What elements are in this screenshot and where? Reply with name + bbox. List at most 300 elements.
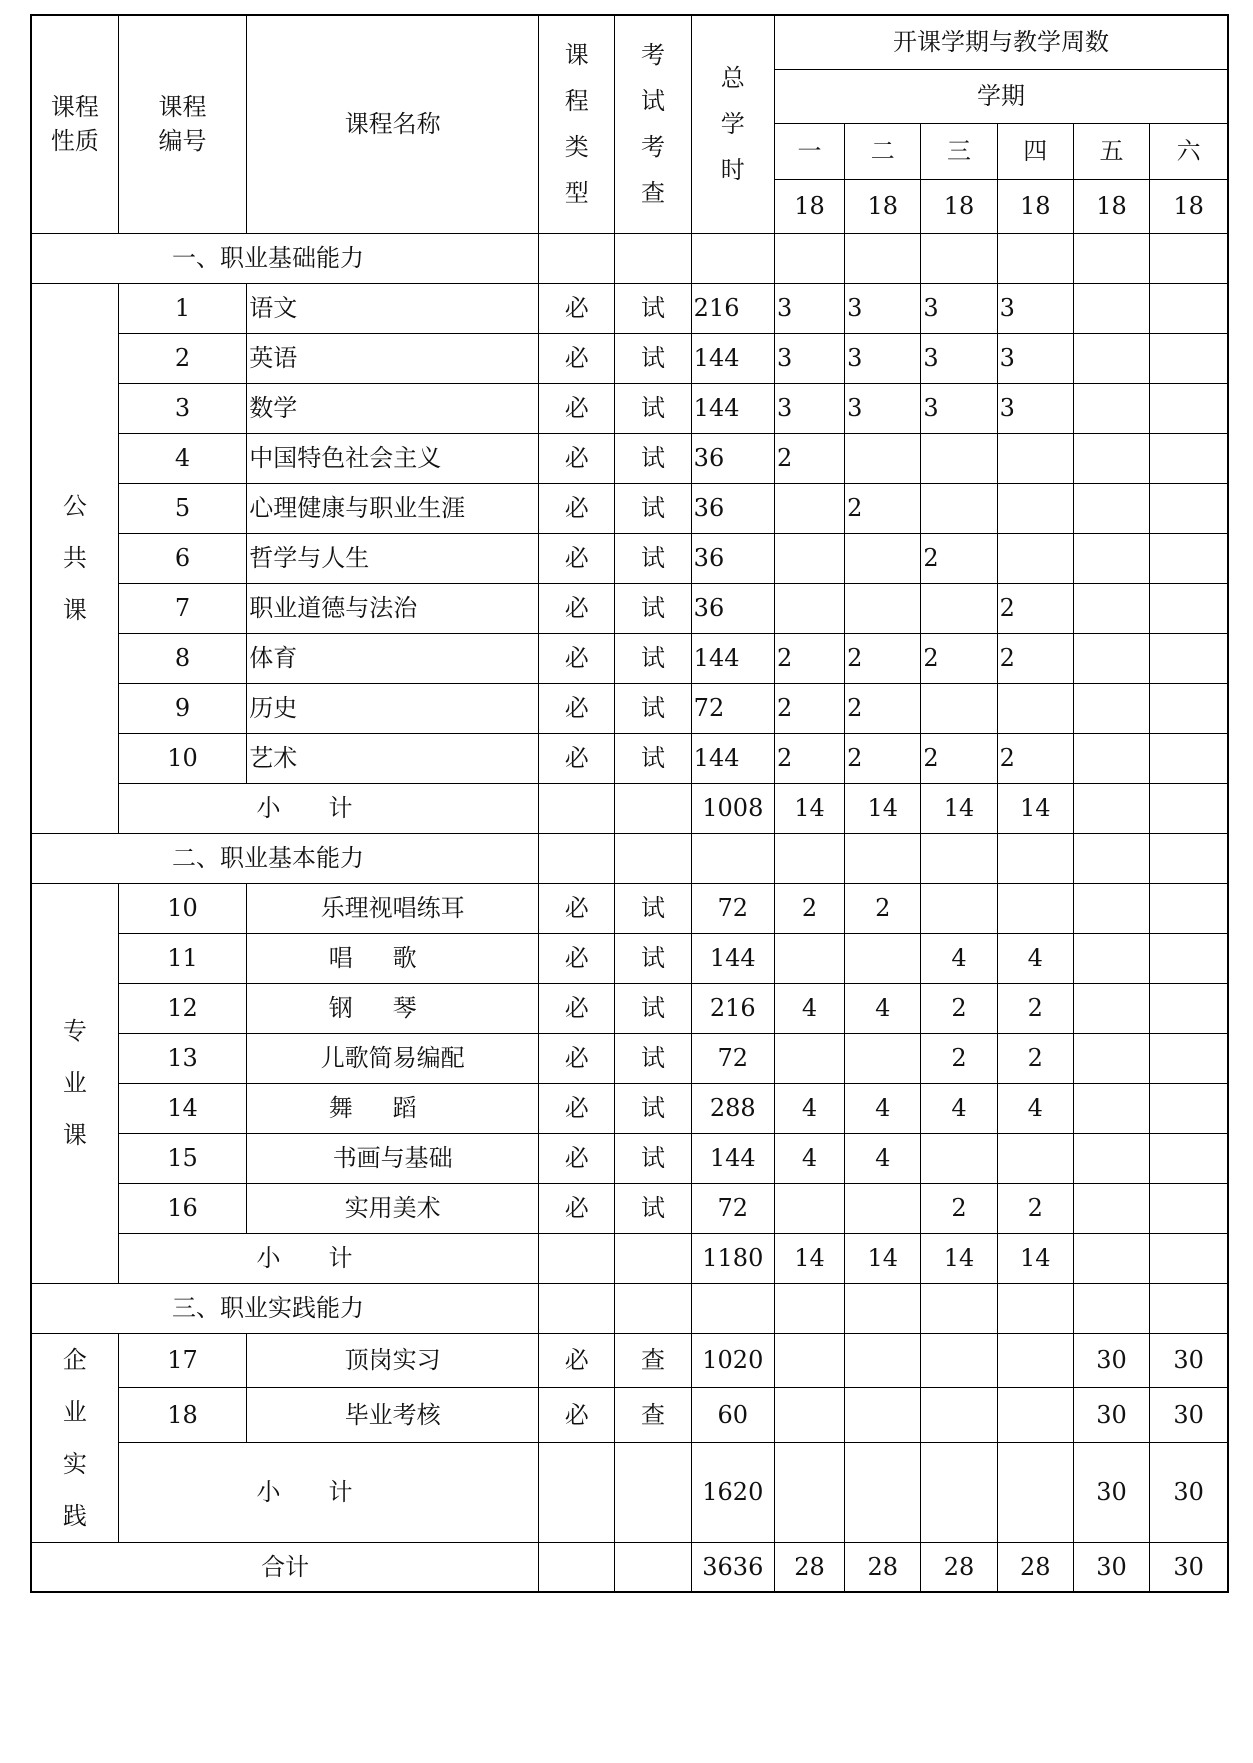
course-row <box>31 383 1228 433</box>
semester-hours-cell: 4 <box>921 1083 997 1133</box>
header-schedule-title: 开课学期与教学周数 <box>774 15 1228 69</box>
semester-hours-cell: 3 <box>774 383 844 433</box>
header-semester-4: 四 <box>997 123 1073 179</box>
semester-hours-cell <box>774 933 844 983</box>
semester-hours-cell <box>1073 783 1149 833</box>
header-weeks-6: 18 <box>1150 179 1228 233</box>
empty-cell <box>691 233 774 283</box>
semester-hours-cell <box>1073 1133 1149 1183</box>
exam-type: 试 <box>615 1183 691 1233</box>
semester-hours-cell <box>1150 933 1228 983</box>
semester-hours-cell <box>1073 733 1149 783</box>
grand-total-row <box>31 1542 1228 1592</box>
total-hours: 60 <box>691 1388 774 1443</box>
course-nature-label: 企 业 实 践 <box>62 1345 87 1530</box>
course-name: 钢琴 <box>247 983 539 1033</box>
course-type: 必 <box>539 683 615 733</box>
course-row <box>31 533 1228 583</box>
semester-hours-cell <box>997 883 1073 933</box>
semester-hours-cell: 30 <box>1073 1333 1149 1388</box>
course-name: 唱歌 <box>247 933 539 983</box>
empty-cell <box>921 833 997 883</box>
empty-cell <box>997 233 1073 283</box>
course-name: 毕业考核 <box>247 1388 539 1443</box>
course-name: 书画与基础 <box>247 1133 539 1183</box>
course-name: 顶岗实习 <box>247 1333 539 1388</box>
empty-cell <box>539 1542 615 1592</box>
course-row <box>31 1388 1228 1443</box>
empty-cell <box>615 833 691 883</box>
exam-type: 查 <box>615 1333 691 1388</box>
course-type: 必 <box>539 533 615 583</box>
section-title: 三、职业实践能力 <box>31 1283 539 1333</box>
semester-hours-cell <box>921 883 997 933</box>
exam-type: 试 <box>615 583 691 633</box>
exam-type: 试 <box>615 333 691 383</box>
empty-cell <box>615 233 691 283</box>
total-hours: 144 <box>691 1133 774 1183</box>
course-number: 6 <box>118 533 246 583</box>
empty-cell <box>845 833 921 883</box>
exam-type: 试 <box>615 683 691 733</box>
course-row <box>31 283 1228 333</box>
course-row <box>31 1183 1228 1233</box>
semester-hours-cell <box>1150 583 1228 633</box>
semester-hours-cell: 3 <box>997 383 1073 433</box>
header-weeks-2: 18 <box>845 179 921 233</box>
course-row <box>31 1033 1228 1083</box>
semester-hours-cell <box>997 483 1073 533</box>
semester-hours-cell <box>1150 683 1228 733</box>
semester-hours-cell: 14 <box>997 783 1073 833</box>
semester-hours-cell <box>1150 733 1228 783</box>
header-weeks-3: 18 <box>921 179 997 233</box>
empty-cell <box>615 1442 691 1542</box>
course-name: 数学 <box>247 383 539 433</box>
course-type: 必 <box>539 633 615 683</box>
course-type: 必 <box>539 433 615 483</box>
total-hours: 144 <box>691 633 774 683</box>
header-course-number: 课程 编号 <box>118 15 246 233</box>
empty-cell <box>774 233 844 283</box>
subtotal-row <box>31 783 1228 833</box>
course-name: 实用美术 <box>247 1183 539 1233</box>
exam-type: 试 <box>615 383 691 433</box>
semester-hours-cell <box>921 1333 997 1388</box>
semester-hours-cell: 2 <box>774 433 844 483</box>
exam-type: 试 <box>615 533 691 583</box>
semester-hours-cell <box>1073 1083 1149 1133</box>
semester-hours-cell <box>1150 533 1228 583</box>
empty-cell <box>539 233 615 283</box>
semester-hours-cell <box>1150 883 1228 933</box>
curriculum-table <box>30 14 1229 1593</box>
empty-cell <box>1073 1283 1149 1333</box>
course-name: 乐理视唱练耳 <box>247 883 539 933</box>
empty-cell <box>1073 233 1149 283</box>
semester-hours-cell: 4 <box>774 1133 844 1183</box>
semester-hours-cell <box>845 1183 921 1233</box>
exam-type: 试 <box>615 733 691 783</box>
semester-hours-cell <box>845 533 921 583</box>
empty-cell <box>615 783 691 833</box>
exam-type: 试 <box>615 283 691 333</box>
course-type: 必 <box>539 1183 615 1233</box>
total-hours: 144 <box>691 333 774 383</box>
semester-hours-cell <box>1150 483 1228 533</box>
semester-hours-cell <box>1150 383 1228 433</box>
semester-hours-cell <box>774 533 844 583</box>
course-number: 10 <box>118 883 246 933</box>
semester-hours-cell: 30 <box>1150 1442 1228 1542</box>
semester-hours-cell <box>997 433 1073 483</box>
semester-hours-cell <box>997 1333 1073 1388</box>
course-number: 13 <box>118 1033 246 1083</box>
course-type: 必 <box>539 883 615 933</box>
semester-hours-cell: 4 <box>845 1133 921 1183</box>
semester-hours-cell: 2 <box>845 883 921 933</box>
empty-cell <box>1073 833 1149 883</box>
empty-cell <box>845 233 921 283</box>
total-hours: 36 <box>691 583 774 633</box>
course-row <box>31 933 1228 983</box>
empty-cell <box>774 1283 844 1333</box>
semester-hours-cell <box>921 483 997 533</box>
empty-cell <box>539 1283 615 1333</box>
section-title-row <box>31 1283 1228 1333</box>
empty-cell <box>615 1283 691 1333</box>
semester-hours-cell: 2 <box>774 633 844 683</box>
semester-hours-cell <box>921 683 997 733</box>
semester-hours-cell <box>774 1388 844 1443</box>
total-hours: 72 <box>691 683 774 733</box>
course-number: 14 <box>118 1083 246 1133</box>
subtotal-label: 小计 <box>118 1233 538 1283</box>
course-number: 11 <box>118 933 246 983</box>
course-type: 必 <box>539 983 615 1033</box>
course-row <box>31 683 1228 733</box>
semester-hours-cell: 30 <box>1150 1333 1228 1388</box>
course-number: 5 <box>118 483 246 533</box>
total-hours: 72 <box>691 1183 774 1233</box>
table-body <box>31 15 1228 1592</box>
course-nature-cell <box>31 1333 118 1542</box>
course-row <box>31 1133 1228 1183</box>
semester-hours-cell <box>997 1133 1073 1183</box>
subtotal-hours: 1180 <box>691 1233 774 1283</box>
semester-hours-cell <box>1150 1233 1228 1283</box>
semester-hours-cell: 2 <box>921 1033 997 1083</box>
semester-hours-cell: 4 <box>845 1083 921 1133</box>
course-row <box>31 333 1228 383</box>
empty-cell <box>921 233 997 283</box>
course-row <box>31 983 1228 1033</box>
course-number: 2 <box>118 333 246 383</box>
course-row <box>31 583 1228 633</box>
semester-hours-cell: 30 <box>1073 1442 1149 1542</box>
course-type: 必 <box>539 283 615 333</box>
header-semester-label: 学期 <box>774 69 1228 123</box>
semester-hours-cell: 30 <box>1150 1388 1228 1443</box>
course-row <box>31 483 1228 533</box>
exam-type: 试 <box>615 1133 691 1183</box>
semester-hours-cell: 2 <box>845 483 921 533</box>
exam-type: 试 <box>615 933 691 983</box>
semester-hours-cell: 3 <box>845 333 921 383</box>
empty-cell <box>539 1442 615 1542</box>
semester-hours-cell <box>1150 333 1228 383</box>
course-row <box>31 633 1228 683</box>
header-weeks-4: 18 <box>997 179 1073 233</box>
total-hours: 36 <box>691 433 774 483</box>
exam-type: 试 <box>615 1033 691 1083</box>
semester-hours-cell <box>997 683 1073 733</box>
course-number: 8 <box>118 633 246 683</box>
semester-hours-cell: 2 <box>774 683 844 733</box>
course-name: 中国特色社会主义 <box>247 433 539 483</box>
course-type: 必 <box>539 383 615 433</box>
semester-hours-cell: 2 <box>921 1183 997 1233</box>
header-total-hours: 总 学 时 <box>691 15 774 233</box>
empty-cell <box>997 833 1073 883</box>
semester-hours-cell: 2 <box>997 1033 1073 1083</box>
total-hours: 216 <box>691 283 774 333</box>
course-type: 必 <box>539 733 615 783</box>
course-type: 必 <box>539 1033 615 1083</box>
course-number: 9 <box>118 683 246 733</box>
course-name: 儿歌简易编配 <box>247 1033 539 1083</box>
semester-hours-cell <box>1150 1133 1228 1183</box>
semester-hours-cell: 14 <box>997 1233 1073 1283</box>
course-row <box>31 733 1228 783</box>
section-title-row <box>31 833 1228 883</box>
semester-hours-cell: 2 <box>921 533 997 583</box>
course-name: 历史 <box>247 683 539 733</box>
semester-hours-cell: 2 <box>921 733 997 783</box>
course-number: 1 <box>118 283 246 333</box>
semester-hours-cell: 2 <box>997 983 1073 1033</box>
semester-hours-cell: 4 <box>774 1083 844 1133</box>
semester-hours-cell: 2 <box>845 683 921 733</box>
semester-hours-cell <box>1150 1183 1228 1233</box>
course-number: 10 <box>118 733 246 783</box>
semester-hours-cell <box>1073 383 1149 433</box>
course-type: 必 <box>539 1133 615 1183</box>
semester-hours-cell <box>921 1133 997 1183</box>
semester-hours-cell: 28 <box>845 1542 921 1592</box>
semester-hours-cell <box>1073 1183 1149 1233</box>
course-number: 18 <box>118 1388 246 1443</box>
header-weeks-5: 18 <box>1073 179 1149 233</box>
subtotal-label: 小计 <box>118 783 538 833</box>
exam-type: 试 <box>615 1083 691 1133</box>
semester-hours-cell: 3 <box>997 333 1073 383</box>
subtotal-hours: 1008 <box>691 783 774 833</box>
semester-hours-cell <box>997 533 1073 583</box>
semester-hours-cell <box>845 1442 921 1542</box>
semester-hours-cell <box>1073 633 1149 683</box>
semester-hours-cell <box>1073 333 1149 383</box>
semester-hours-cell: 2 <box>774 883 844 933</box>
total-hours: 36 <box>691 483 774 533</box>
semester-hours-cell <box>1073 433 1149 483</box>
semester-hours-cell: 3 <box>774 333 844 383</box>
semester-hours-cell <box>1073 933 1149 983</box>
semester-hours-cell <box>1073 683 1149 733</box>
empty-cell <box>539 1233 615 1283</box>
course-type: 必 <box>539 333 615 383</box>
course-row <box>31 1333 1228 1388</box>
semester-hours-cell <box>1150 433 1228 483</box>
course-name: 艺术 <box>247 733 539 783</box>
header-semester-1: 一 <box>774 123 844 179</box>
semester-hours-cell <box>1073 1233 1149 1283</box>
course-number: 12 <box>118 983 246 1033</box>
header-semester-5: 五 <box>1073 123 1149 179</box>
course-type: 必 <box>539 583 615 633</box>
empty-cell <box>921 1283 997 1333</box>
semester-hours-cell <box>845 1033 921 1083</box>
semester-hours-cell: 2 <box>774 733 844 783</box>
semester-hours-cell: 14 <box>921 1233 997 1283</box>
semester-hours-cell: 4 <box>921 933 997 983</box>
semester-hours-cell: 30 <box>1073 1542 1149 1592</box>
semester-hours-cell <box>774 1183 844 1233</box>
semester-hours-cell: 3 <box>921 333 997 383</box>
semester-hours-cell <box>1073 983 1149 1033</box>
semester-hours-cell: 2 <box>921 633 997 683</box>
semester-hours-cell: 3 <box>845 283 921 333</box>
header-weeks-1: 18 <box>774 179 844 233</box>
header-row-1 <box>31 15 1228 69</box>
semester-hours-cell <box>774 1033 844 1083</box>
empty-cell <box>691 1283 774 1333</box>
semester-hours-cell: 4 <box>997 933 1073 983</box>
semester-hours-cell: 3 <box>845 383 921 433</box>
total-hours: 36 <box>691 533 774 583</box>
total-hours: 72 <box>691 1033 774 1083</box>
semester-hours-cell: 14 <box>774 783 844 833</box>
exam-type: 试 <box>615 483 691 533</box>
empty-cell <box>539 783 615 833</box>
semester-hours-cell <box>921 1388 997 1443</box>
semester-hours-cell: 4 <box>997 1083 1073 1133</box>
semester-hours-cell: 28 <box>997 1542 1073 1592</box>
semester-hours-cell: 28 <box>774 1542 844 1592</box>
section-title: 一、职业基础能力 <box>31 233 539 283</box>
header-semester-3: 三 <box>921 123 997 179</box>
empty-cell <box>1150 233 1228 283</box>
course-name: 语文 <box>247 283 539 333</box>
total-hours: 144 <box>691 383 774 433</box>
semester-hours-cell <box>1073 883 1149 933</box>
grand-total-hours: 3636 <box>691 1542 774 1592</box>
course-name: 英语 <box>247 333 539 383</box>
semester-hours-cell <box>1150 633 1228 683</box>
semester-hours-cell <box>1073 583 1149 633</box>
course-name: 体育 <box>247 633 539 683</box>
total-hours: 216 <box>691 983 774 1033</box>
semester-hours-cell <box>997 1388 1073 1443</box>
semester-hours-cell <box>1073 533 1149 583</box>
course-type: 必 <box>539 1083 615 1133</box>
total-hours: 288 <box>691 1083 774 1133</box>
semester-hours-cell <box>1150 283 1228 333</box>
empty-cell <box>615 1233 691 1283</box>
course-number: 3 <box>118 383 246 433</box>
semester-hours-cell: 3 <box>921 283 997 333</box>
total-hours: 1020 <box>691 1333 774 1388</box>
semester-hours-cell: 2 <box>845 733 921 783</box>
course-row <box>31 883 1228 933</box>
semester-hours-cell <box>1150 1033 1228 1083</box>
total-hours: 144 <box>691 933 774 983</box>
semester-hours-cell: 2 <box>845 633 921 683</box>
semester-hours-cell <box>845 583 921 633</box>
semester-hours-cell: 3 <box>997 283 1073 333</box>
semester-hours-cell: 2 <box>997 583 1073 633</box>
course-type: 必 <box>539 1333 615 1388</box>
total-hours: 72 <box>691 883 774 933</box>
semester-hours-cell: 14 <box>921 783 997 833</box>
semester-hours-cell <box>845 433 921 483</box>
semester-hours-cell <box>774 1333 844 1388</box>
semester-hours-cell: 30 <box>1073 1388 1149 1443</box>
total-hours: 144 <box>691 733 774 783</box>
header-course-name: 课程名称 <box>247 15 539 233</box>
course-row <box>31 1083 1228 1133</box>
semester-hours-cell: 14 <box>774 1233 844 1283</box>
header-semester-2: 二 <box>845 123 921 179</box>
semester-hours-cell: 2 <box>997 733 1073 783</box>
semester-hours-cell <box>1073 1033 1149 1083</box>
exam-type: 试 <box>615 983 691 1033</box>
semester-hours-cell <box>1073 283 1149 333</box>
section-title-row <box>31 233 1228 283</box>
course-type: 必 <box>539 1388 615 1443</box>
course-name: 心理健康与职业生涯 <box>247 483 539 533</box>
semester-hours-cell: 14 <box>845 1233 921 1283</box>
semester-hours-cell <box>1150 783 1228 833</box>
semester-hours-cell: 4 <box>845 983 921 1033</box>
semester-hours-cell: 28 <box>921 1542 997 1592</box>
course-nature-cell <box>31 283 118 833</box>
empty-cell <box>997 1283 1073 1333</box>
course-name: 舞蹈 <box>247 1083 539 1133</box>
exam-type: 试 <box>615 433 691 483</box>
subtotal-hours: 1620 <box>691 1442 774 1542</box>
semester-hours-cell <box>1150 1083 1228 1133</box>
semester-hours-cell: 2 <box>997 633 1073 683</box>
semester-hours-cell <box>774 1442 844 1542</box>
course-name: 哲学与人生 <box>247 533 539 583</box>
course-number: 16 <box>118 1183 246 1233</box>
exam-type: 试 <box>615 633 691 683</box>
empty-cell <box>539 833 615 883</box>
semester-hours-cell <box>774 483 844 533</box>
section-title: 二、职业基本能力 <box>31 833 539 883</box>
exam-type: 试 <box>615 883 691 933</box>
semester-hours-cell: 4 <box>774 983 844 1033</box>
semester-hours-cell <box>845 1388 921 1443</box>
semester-hours-cell <box>1073 483 1149 533</box>
subtotal-label: 小计 <box>118 1442 538 1542</box>
empty-cell <box>1150 1283 1228 1333</box>
header-course-type: 课 程 类 型 <box>539 15 615 233</box>
empty-cell <box>691 833 774 883</box>
semester-hours-cell <box>845 1333 921 1388</box>
course-type: 必 <box>539 483 615 533</box>
